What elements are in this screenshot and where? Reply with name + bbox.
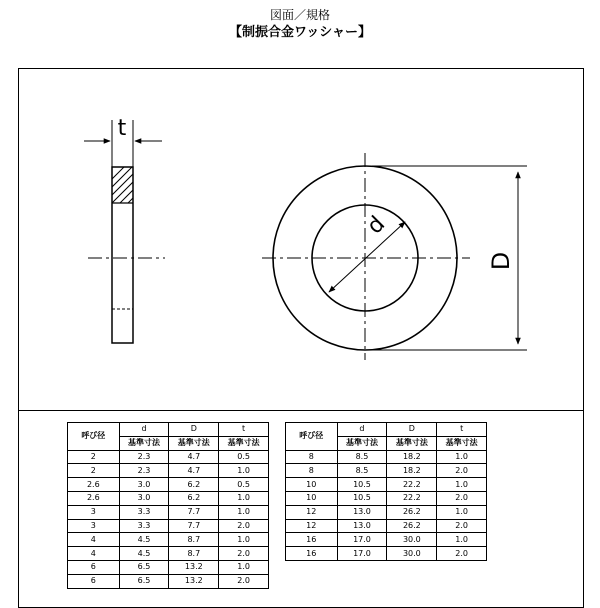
- cell-nominal: 2: [68, 450, 120, 464]
- table-row: [68, 574, 269, 588]
- header-nominal: 呼び径: [68, 423, 120, 451]
- cell-D: 4.7: [169, 464, 219, 478]
- cell-t: 1.0: [219, 464, 269, 478]
- cell-D: 26.2: [387, 519, 437, 533]
- cell-d: 3.0: [119, 478, 169, 492]
- cell-nominal: 6: [68, 574, 120, 588]
- table-row: [286, 519, 487, 533]
- cell-D: 6.2: [169, 478, 219, 492]
- cell-nominal: 12: [286, 505, 338, 519]
- header-d: d: [337, 423, 387, 437]
- cell-t: 2.0: [437, 547, 487, 561]
- front-view: [262, 153, 527, 360]
- page-title: 図面／規格: [269, 8, 330, 22]
- cell-t: 1.0: [437, 505, 487, 519]
- table-row: [68, 478, 269, 492]
- cell-d: 3.0: [119, 491, 169, 505]
- cell-t: 1.0: [219, 533, 269, 547]
- cell-nominal: 8: [286, 450, 338, 464]
- cell-t: 2.0: [219, 547, 269, 561]
- cell-d: 2.3: [119, 450, 169, 464]
- header-t: t: [437, 423, 487, 437]
- cell-D: 8.7: [169, 547, 219, 561]
- cell-d: 4.5: [119, 533, 169, 547]
- cell-D: 26.2: [387, 505, 437, 519]
- cell-D: 8.7: [169, 533, 219, 547]
- cell-D: 13.2: [169, 574, 219, 588]
- header-D: D: [169, 423, 219, 437]
- cell-D: 22.2: [387, 478, 437, 492]
- subheader-t: 基準寸法: [437, 436, 487, 450]
- subheader-d: 基準寸法: [337, 436, 387, 450]
- cell-nominal: 16: [286, 547, 338, 561]
- cell-d: 3.3: [119, 505, 169, 519]
- cell-t: 0.5: [219, 450, 269, 464]
- table-row: [286, 450, 487, 464]
- cell-d: 8.5: [337, 464, 387, 478]
- cell-t: 2.0: [219, 519, 269, 533]
- table-row: [68, 464, 269, 478]
- cell-d: 17.0: [337, 533, 387, 547]
- cell-D: 7.7: [169, 519, 219, 533]
- table-row: [68, 491, 269, 505]
- cell-t: 0.5: [219, 478, 269, 492]
- table-row: [286, 505, 487, 519]
- D-label: D: [487, 251, 515, 271]
- cell-D: 30.0: [387, 547, 437, 561]
- cell-nominal: 2: [68, 464, 120, 478]
- cell-nominal: 3: [68, 505, 120, 519]
- table-row: [286, 491, 487, 505]
- cell-nominal: 4: [68, 547, 120, 561]
- cell-D: 18.2: [387, 464, 437, 478]
- cell-d: 13.0: [337, 505, 387, 519]
- table-row: [68, 505, 269, 519]
- cell-t: 2.0: [437, 519, 487, 533]
- cell-d: 8.5: [337, 450, 387, 464]
- cell-D: 7.7: [169, 505, 219, 519]
- cell-d: 13.0: [337, 519, 387, 533]
- cell-d: 4.5: [119, 547, 169, 561]
- table-row: [68, 519, 269, 533]
- subheader-t: 基準寸法: [219, 436, 269, 450]
- cell-d: 6.5: [119, 560, 169, 574]
- table-row: [286, 478, 487, 492]
- cell-d: 6.5: [119, 574, 169, 588]
- cell-nominal: 2.6: [68, 491, 120, 505]
- section-hatch: [102, 141, 150, 229]
- cell-D: 4.7: [169, 450, 219, 464]
- spec-table-right: [285, 422, 487, 561]
- subheader-D: 基準寸法: [169, 436, 219, 450]
- product-title: 【制振合金ワッシャー】: [228, 25, 372, 40]
- header-d: d: [119, 423, 169, 437]
- subheader-d: 基準寸法: [119, 436, 169, 450]
- cell-d: 10.5: [337, 478, 387, 492]
- cell-nominal: 10: [286, 478, 338, 492]
- table-row: [286, 533, 487, 547]
- cell-nominal: 3: [68, 519, 120, 533]
- d-label: d: [362, 211, 391, 240]
- table-row: [68, 547, 269, 561]
- cell-nominal: 8: [286, 464, 338, 478]
- cell-d: 3.3: [119, 519, 169, 533]
- table-row: [286, 547, 487, 561]
- cell-t: 1.0: [219, 560, 269, 574]
- cell-t: 2.0: [437, 491, 487, 505]
- d-dimension: [329, 222, 405, 292]
- cell-D: 22.2: [387, 491, 437, 505]
- spec-table-left: [67, 422, 269, 589]
- table-row: [68, 533, 269, 547]
- table-row: [68, 560, 269, 574]
- t-label: t: [117, 116, 127, 141]
- cell-nominal: 10: [286, 491, 338, 505]
- cell-d: 10.5: [337, 491, 387, 505]
- cell-t: 1.0: [437, 533, 487, 547]
- cell-D: 30.0: [387, 533, 437, 547]
- cell-nominal: 16: [286, 533, 338, 547]
- cell-D: 13.2: [169, 560, 219, 574]
- subheader-D: 基準寸法: [387, 436, 437, 450]
- table-row: [286, 464, 487, 478]
- cell-d: 2.3: [119, 464, 169, 478]
- cell-t: 2.0: [219, 574, 269, 588]
- cell-t: 1.0: [219, 505, 269, 519]
- cell-t: 1.0: [219, 491, 269, 505]
- header-nominal: 呼び径: [286, 423, 338, 451]
- cell-t: 2.0: [437, 464, 487, 478]
- cell-nominal: 4: [68, 533, 120, 547]
- cell-D: 6.2: [169, 491, 219, 505]
- header-t: t: [219, 423, 269, 437]
- header-D: D: [387, 423, 437, 437]
- cell-t: 1.0: [437, 478, 487, 492]
- cell-nominal: 6: [68, 560, 120, 574]
- side-view: [84, 116, 165, 343]
- cell-nominal: 12: [286, 519, 338, 533]
- table-row: [68, 450, 269, 464]
- cell-D: 18.2: [387, 450, 437, 464]
- cell-d: 17.0: [337, 547, 387, 561]
- cell-t: 1.0: [437, 450, 487, 464]
- cell-nominal: 2.6: [68, 478, 120, 492]
